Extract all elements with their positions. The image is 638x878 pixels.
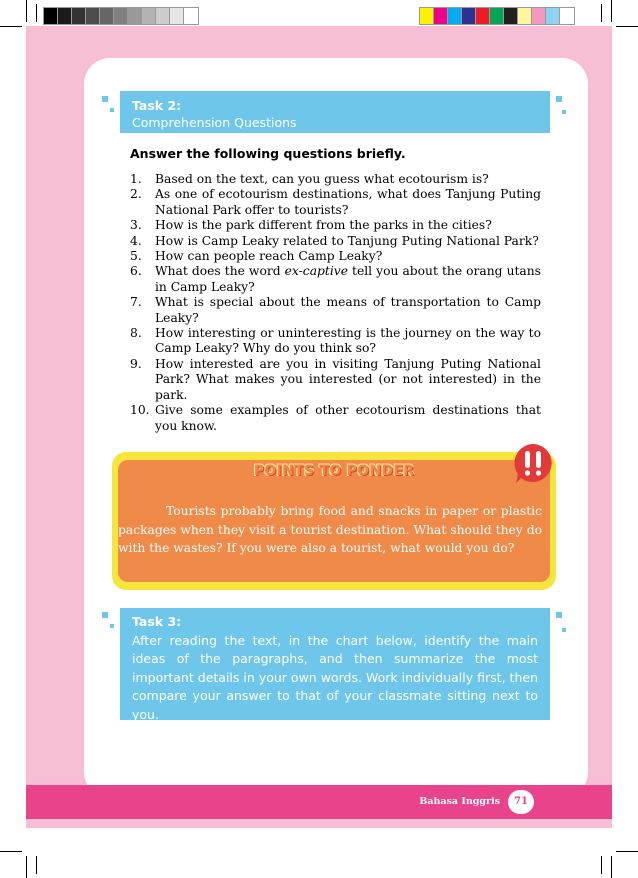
color-swatch — [184, 8, 198, 24]
color-swatch — [420, 8, 434, 24]
exclamation-badge-icon — [512, 442, 554, 484]
task2-decor-dot — [562, 110, 566, 114]
page-number: 71 — [508, 790, 534, 814]
ponder-title: POINTS TO PONDER — [253, 463, 415, 479]
crop-mark-top-right-h — [616, 26, 638, 27]
list-item: 6. What does the word ex-captive tell you about the orang utans in Camp Leaky? — [130, 264, 541, 294]
color-swatch — [44, 8, 58, 24]
crop-mark-bottom-right-v — [611, 856, 612, 878]
color-swatch — [156, 8, 170, 24]
color-swatch — [72, 8, 86, 24]
crop-mark-top-left-v2 — [36, 4, 37, 22]
list-item: 10. Give some examples of other ecotourism destinations that you know. — [130, 403, 541, 433]
task3-decor-dot — [562, 628, 566, 632]
task3-decor-dot — [556, 612, 562, 618]
emphasized-term: ex-captive — [284, 264, 348, 279]
crop-mark-top-left-h — [0, 26, 22, 27]
list-item: 1. Based on the text, can you guess what ecotourism is? — [130, 172, 489, 186]
crop-mark-top-left-v — [26, 0, 27, 22]
ponder-text: Tourists probably bring food and snacks in paper or plastic packages when they visit a tourist destination. What should they do with the wastes? If you were also a tourist, what would you do? — [118, 504, 542, 555]
color-swatch — [560, 8, 574, 24]
color-swatch — [100, 8, 114, 24]
crop-mark-bottom-right-v2 — [601, 856, 602, 874]
list-item: 5. How can people reach Camp Leaky? — [130, 249, 383, 264]
list-item: 2. As one of ecotourism destinations, what does Tanjung Puting National Park offer to tourists? — [130, 187, 541, 217]
crop-mark-bottom-right-h — [616, 851, 638, 852]
color-swatch — [448, 8, 462, 24]
crop-mark-bottom-left-v — [26, 856, 27, 878]
list-item: 8. How interesting or uninteresting is the journey on the way to Camp Leaky? Why do you think so? — [130, 326, 541, 356]
crop-mark-bottom-left-v2 — [36, 856, 37, 874]
color-swatch — [490, 8, 504, 24]
color-swatch — [462, 8, 476, 24]
color-swatch — [114, 8, 128, 24]
crop-mark-top-right-v — [611, 0, 612, 22]
color-swatch — [504, 8, 518, 24]
task3-decor-dot — [102, 612, 108, 618]
task2-subtitle: Comprehension Questions — [132, 115, 297, 130]
crop-mark-bottom-left-h — [0, 851, 22, 852]
list-item: 4. How is Camp Leaky related to Tanjung Puting National Park? — [130, 233, 539, 248]
color-swatch — [434, 8, 448, 24]
list-item: 9. How interested are you in visiting Tanjung Puting National Park? What makes you interested (or not interested) in the park. — [130, 356, 541, 402]
task3-box — [120, 608, 550, 720]
task3-text: After reading the text, in the chart below, identify the main ideas of the paragraphs, and then summarize the most important details in your own words. Work individually first, then compare your answer to that of your classmate sitting next to you. — [132, 632, 538, 722]
task2-decor-dot — [102, 96, 108, 102]
color-swatch — [518, 8, 532, 24]
task3-decor-dot — [110, 624, 114, 628]
list-item: 3. How is the park different from the parks in the cities? — [130, 218, 492, 233]
task2-instruction: Answer the following questions briefly. — [130, 146, 406, 161]
color-swatch — [532, 8, 546, 24]
task2-header — [120, 91, 550, 133]
list-item: 7. What is special about the means of transportation to Camp Leaky? — [130, 295, 541, 325]
color-swatch — [546, 8, 560, 24]
color-swatch — [476, 8, 490, 24]
task2-decor-dot — [110, 108, 114, 112]
question-list — [130, 172, 541, 434]
color-swatch — [58, 8, 72, 24]
task2-title: Task 2: — [132, 98, 182, 113]
task2-decor-dot — [556, 96, 562, 102]
color-swatch — [86, 8, 100, 24]
process-color-bar — [420, 8, 574, 24]
task3-title: Task 3: — [132, 614, 182, 629]
grayscale-color-bar — [44, 8, 198, 24]
crop-mark-top-right-v2 — [601, 4, 602, 22]
color-swatch — [170, 8, 184, 24]
footer-book-title: Bahasa Inggris — [419, 796, 500, 807]
color-swatch — [142, 8, 156, 24]
color-swatch — [128, 8, 142, 24]
